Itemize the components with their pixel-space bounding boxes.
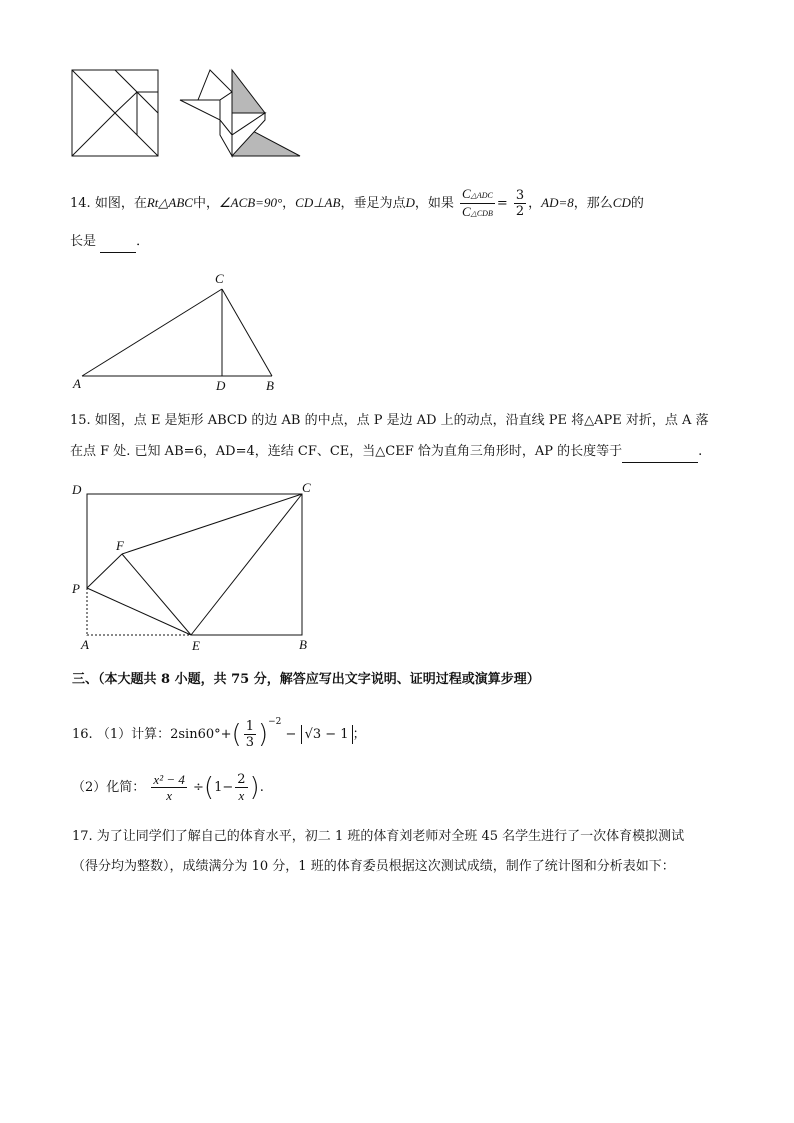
label-c: C [215,271,224,286]
frac-num: 1 [245,719,254,734]
label-d: D [72,482,82,497]
minus-sign: − [285,727,297,742]
left-paren: ( [203,772,215,803]
label-c: C [302,480,311,495]
frac-den: 3 [245,735,254,750]
fraction-x2-minus-4 [151,772,186,803]
answer-blank[interactable] [622,442,698,463]
fraction-2-over-x [235,772,247,803]
q14-text: 如图，在 [94,196,147,211]
expr-text: 2sin60°+ [170,727,232,742]
q14-triangle-figure [70,268,290,393]
question-number: 14. [70,196,91,211]
q14-angle: ∠ACB=90° [218,195,283,210]
label-p: P [72,581,80,596]
q17-text: 17. 为了让同学们了解自己的体育水平，初二 1 班的体育刘老师对全班 45 名学生进行了一次体育模拟测试 [72,829,685,844]
q14-text: ，如果 [414,196,454,211]
section-title: 三、（本大题共 8 小题，共 75 分，解答应写出文字说明、证明过程或演算步理） [72,672,540,687]
exponent: −2 [268,717,282,727]
q15-end: . [698,444,703,459]
q14-cd: CD [612,195,631,210]
q14-text: 中， [192,196,219,211]
frac-den: x [238,788,245,803]
q14-text: ，垂足为点 [340,196,406,211]
q14-triangle: Rt△ABC [146,195,193,210]
q15-rectangle-figure [66,478,326,653]
tangram-figure [60,60,320,165]
q14-end: ． [136,234,150,249]
part-label: （2）化简： [72,780,146,795]
label-b: B [299,637,307,652]
q15-text: 15. 如图，点 E 是矩形 ABCD 的边 AB 的中点，点 P 是边 AD 上的动点，沿直线 PE 将△APE 对折，点 A 落 [70,413,709,428]
frac-num-sub: △ADC [470,191,493,200]
q15-text: 在点 F 处. 已知 AB=6，AD=4，连结 CF、CE，当△CEF 恰为直角三角形时，AP 的长度等于 [70,444,623,459]
frac-den: x [166,788,173,803]
q14-text: ，那么 [573,196,613,211]
frac-num: x² − 4 [153,772,185,787]
question-14 [70,186,644,221]
q14-perp: CD⊥AB [295,195,341,210]
question-16-part1 [72,712,366,750]
q14-text: 的 [630,196,644,211]
q14-perimeter-ratio [460,186,495,221]
frac-num: C [462,186,471,201]
fraction-one-third [244,719,256,750]
frac-num: 3 [515,188,525,203]
label-f: F [116,538,124,553]
rect-abcd [87,494,302,635]
label-b: B [266,378,274,393]
part-label: （1）计算： [96,727,171,742]
frac-den: 2 [515,204,525,219]
semicolon: ； [352,727,366,742]
equals-sign: = [496,196,508,211]
label-a: A [73,376,81,391]
question-number: 16. [72,727,93,742]
right-paren: ) [257,719,269,750]
q14-text: 长是 [70,234,97,249]
question-15-line2 [70,442,702,463]
question-14-line2 [70,232,149,253]
q14-point: D [405,195,415,210]
q14-ad: AD=8 [541,195,574,210]
q14-text: ， [528,196,542,211]
divide-sign: ÷ [193,780,204,795]
section-heading [72,668,540,687]
question-16-part2 [72,772,264,803]
label-a: A [81,637,89,652]
frac-den-sub: △CDB [470,209,493,218]
tangram-bird [180,70,300,156]
frac-num: 2 [237,772,246,787]
expr-text: 1− [214,780,234,795]
left-paren: ( [231,719,242,750]
question-17-line1 [72,827,684,847]
end-dot: . [259,780,264,795]
question-17-line2 [72,857,675,877]
q14-ratio-value [514,188,526,219]
label-e: E [192,638,200,653]
question-15-line1 [70,411,709,431]
answer-blank[interactable] [100,232,136,253]
abs-expression: √3 − 1 [301,725,353,744]
q14-text: ， [282,196,296,211]
label-d: D [216,378,226,393]
q17-text: （得分均为整数），成绩满分为 10 分，1 班的体育委员根据这次测试成绩，制作了统计图和分析表如下： [72,859,675,874]
frac-den: C [462,204,471,219]
right-paren: ) [249,772,260,803]
